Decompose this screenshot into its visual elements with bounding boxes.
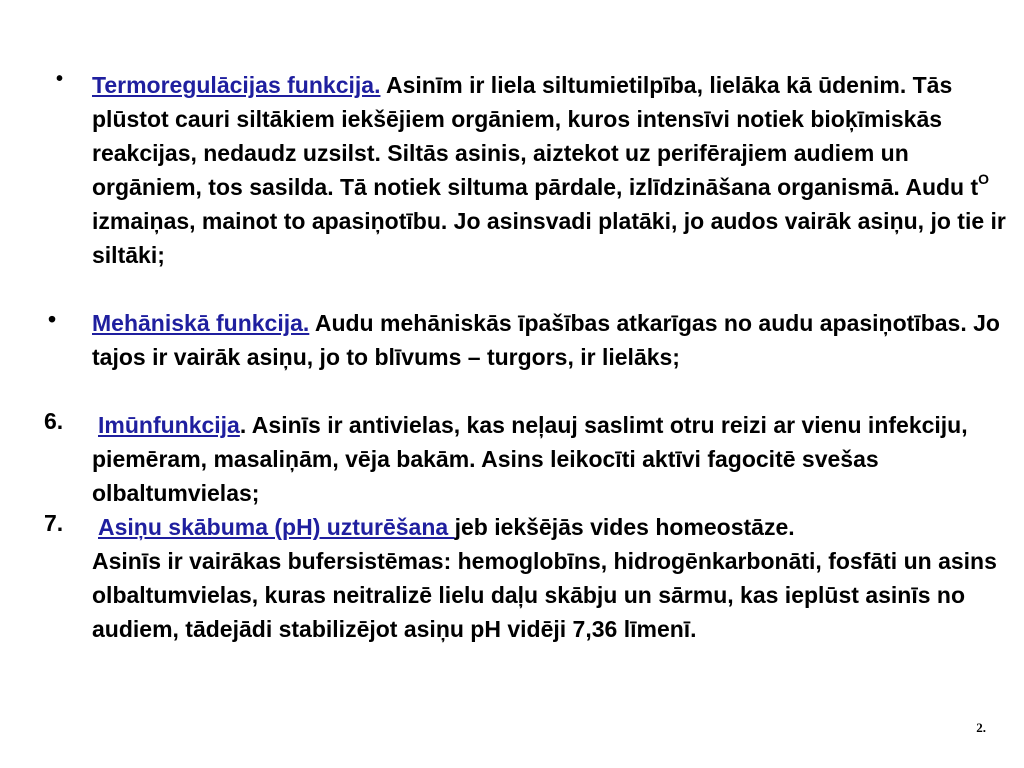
number-marker: 7.: [44, 510, 64, 536]
link-mechanical[interactable]: Mehāniskā funkcija.: [92, 310, 310, 336]
item-body: jeb iekšējās vides homeostāze.: [454, 514, 795, 540]
bullet-marker: •: [48, 306, 57, 332]
item-text: [92, 306, 1012, 374]
link-thermoregulation[interactable]: Termoregulācijas funkcija.: [92, 72, 381, 98]
item-body-part2: izmaiņas, mainot to apasiņotību. Jo asinsvadi platāki, jo audos vairāk asiņu, jo tie ir siltāki;: [92, 208, 1006, 268]
item-paragraph: Asinīs ir vairākas bufersistēmas: hemoglobīns, hidrogēnkarbonāti, fosfāti un asins olbaltumvielas, kuras neitralizē lielu daļu skābju un sārmu, kas ieplūst asinīs no audiem, tādejādi stabilizējot asiņu pH vidēji 7,36 līmenī.: [92, 548, 997, 642]
item-body-part1: Asinīm ir liela siltumietilpība, lielāka kā ūdenim. Tās plūstot cauri siltākiem iekšējiem orgāniem, kuros intensīvi notiek bioķīmiskās reakcijas, nedaudz uzsilst. Siltās asinis, aiztekot uz perifērajiem audiem un orgāniem, tos sasilda. Tā notiek siltuma pārdale, izlīdzināšana organismā. Audu t: [92, 72, 979, 200]
link-ph[interactable]: Asiņu skābuma (pH) uzturēšana: [98, 514, 455, 540]
degree-superscript: O: [978, 171, 990, 188]
bullet-marker: •: [56, 68, 64, 90]
number-marker: 6.: [44, 408, 64, 434]
item-body: Audu mehāniskās īpašības atkarīgas no audu apasiņotības. Jo tajos ir vairāk asiņu, jo to blīvums – turgors, ir lielāks;: [92, 310, 1000, 370]
item-body: . Asinīs ir antivielas, kas neļauj saslimt otru reizi ar vienu infekciju, piemēram, masaliņām, vēja bakām. Asins leikocīti aktīvi fagocitē svešas olbaltumvielas;: [92, 412, 968, 506]
item-text: [92, 510, 1012, 544]
page-number: 2.: [976, 720, 986, 735]
item-text: [92, 68, 1012, 272]
item-text: [92, 408, 1012, 510]
link-immune[interactable]: Imūnfunkcija: [98, 412, 240, 438]
